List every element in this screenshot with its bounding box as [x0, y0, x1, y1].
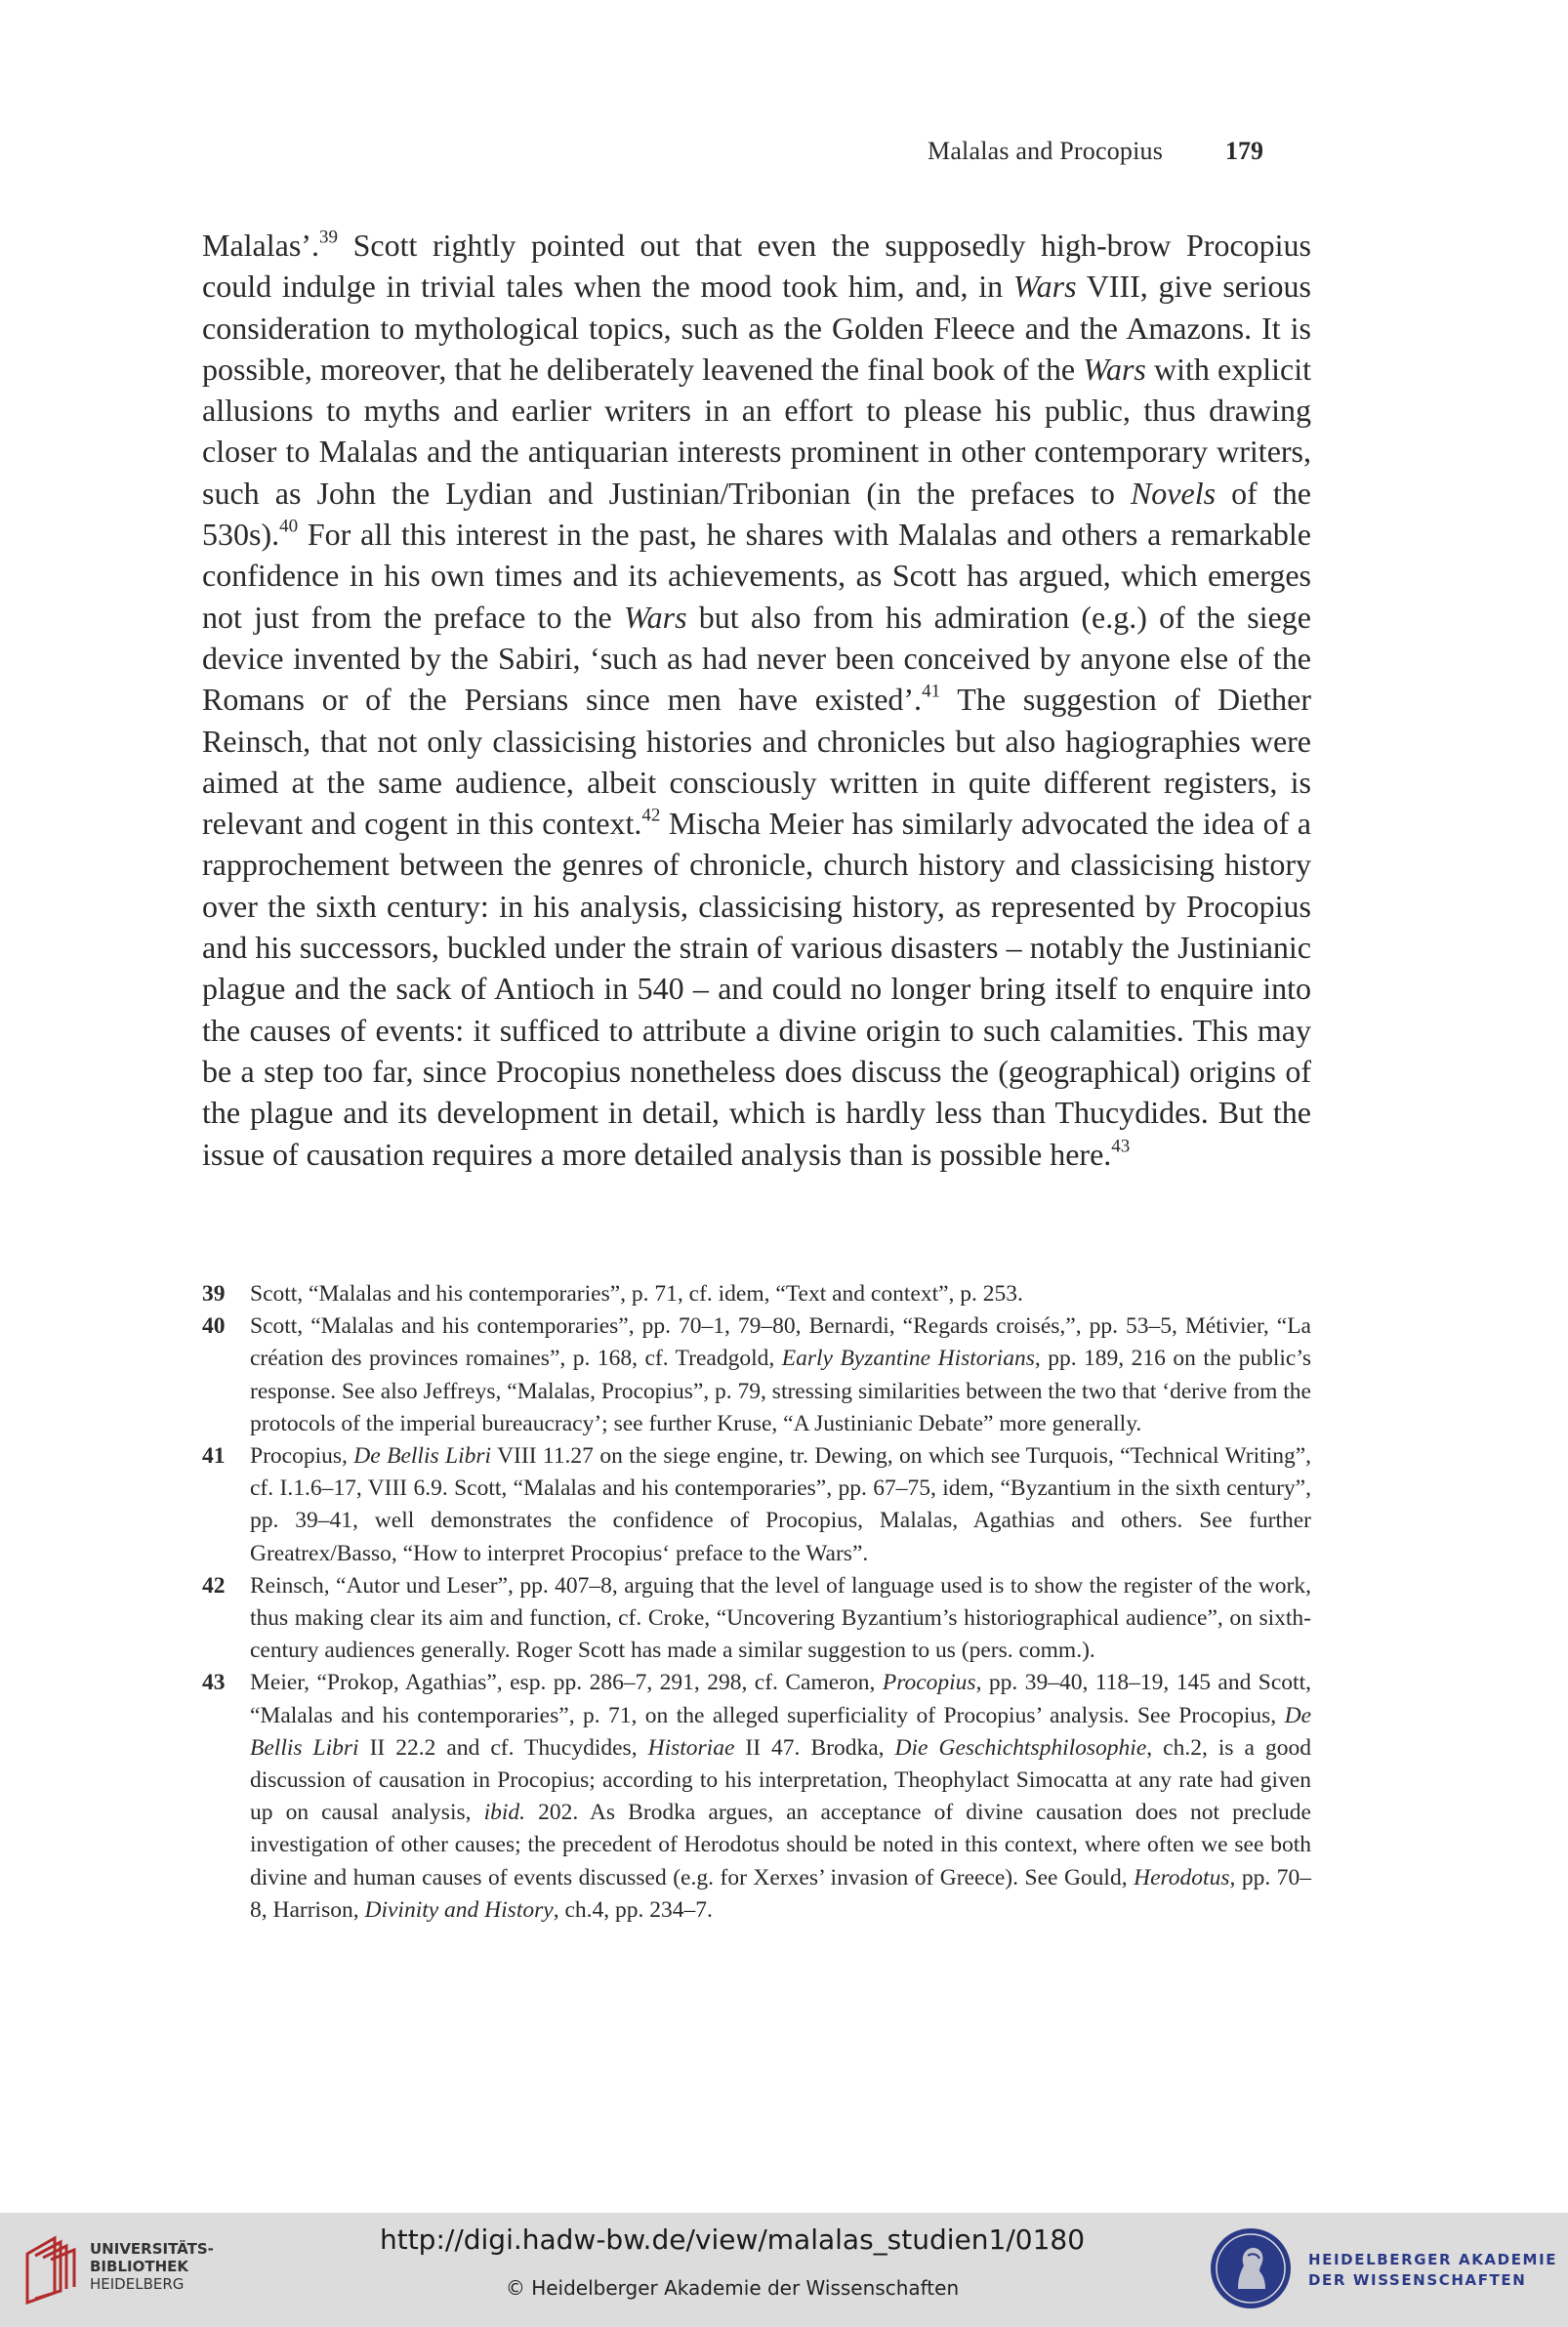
footnote-number: 39	[202, 1281, 226, 1307]
hadw-logo[interactable]	[1209, 2224, 1560, 2314]
footnote-42: 42 Reinsch, “Autor und Leser”, pp. 407–8, arguing that the level of language used is to show the register of the work, thus making clear its aim and function, cf. Croke, “Uncovering Byzantium’s historiographical audience”, on sixth-century audiences generally. Roger Scott has made a similar suggestion to us (pers. comm.).	[202, 1570, 1311, 1668]
footnote-number: 43	[202, 1670, 226, 1696]
footnote-ref-41[interactable]: 41	[922, 681, 941, 702]
running-head-title: Malalas and Procopius	[928, 137, 1164, 165]
footnote-41: 41 Procopius, De Bellis Libri VIII 11.27 on the siege engine, tr. Dewing, on which see Turquois, “Technical Writing”, cf. I.1.6–17, VIII 6.9. Scott, “Malalas and his contemporaries”, pp. 67–75, idem, “Byzantium in the sixth century”, pp. 39–41, well demonstrates the confidence of Procopius, Malalas, Agathias and others. See further Greatrex/Basso, “How to interpret Procopius‘ preface to the Wars”.	[202, 1440, 1311, 1570]
footnote-number: 40	[202, 1313, 226, 1340]
footnote-ref-39[interactable]: 39	[318, 227, 338, 248]
copyright-notice: © Heidelberger Akademie der Wissenschaften	[505, 2276, 960, 2300]
footnote-number: 41	[202, 1443, 226, 1470]
hadw-logo-text: HEIDELBERGER AKADEMIE DER WISSENSCHAFTEN	[1308, 2251, 1558, 2289]
main-paragraph: Malalas’.$^{39}$ Scott rightly pointed out that even the supposedly high-brow Procopius could indulge in trivial tales when the mood took him, and, in Wars VIII, give serious consideration to mythological topics, such as the Golden Fleece and the Amazons. It is possible, moreover, that he deliberately leavened the final book of the Wars with explicit allusions to myths and earlier writers in an effort to please his public, thus drawing closer to Malalas and the antiquarian interests prominent in other contemporary writers, such as John the Lydian and Justinian/Tribonian (in the prefaces to Novels of the 530s).$^{40}$ For all this interest in the past, he shares with Malalas and others a remarkable confidence in his own times and its achievements, as Scott has argued, which emerges not just from the preface to the Wars but also from his admiration (e.g.) of the siege device invented by the Sabiri, ‘such as had never been conceived by anyone else of the Romans or of the Persians since men have existed’.$^{41}$ The suggestion of Diether Reinsch, that not only classicising histories and chronicles but also hagiographies were aimed at the same audience, albeit consciously written in quite different registers, is relevant and cogent in this context.$^{42}$ Mischa Meier has similarly advocated the idea of a rapprochement between the genres of chronicle, church history and classicising history over the sixth century: in his analysis, classicising history, as represented by Procopius and his successors, buckled under the strain of various disasters – notably the Justinianic plague and the sack of Antioch in 540 – and could no longer bring itself to enquire into the causes of events: it sufficed to attribute a divine origin to such calamities. This may be a step too far, since Procopius nonetheless does discuss the (geographical) origins of the plague and its development in detail, which is hardly less than Thucydides. But the issue of causation requires a more detailed analysis than is possible here.$^{43}$	[202, 227, 1312, 1172]
footnote-ref-40[interactable]: 40	[279, 516, 299, 537]
footnote-ref-43[interactable]: 43	[1111, 1136, 1131, 1157]
digitization-footer	[0, 2213, 1568, 2327]
ub-logo-icon	[21, 2232, 84, 2305]
page-number: 179	[1225, 137, 1263, 165]
footnotes	[202, 1278, 1311, 1927]
academy-seal-icon	[1209, 2226, 1293, 2310]
footnote-39: 39 Scott, “Malalas and his contemporaries”, p. 71, cf. idem, “Text and context”, p. 253.	[202, 1278, 1311, 1310]
permalink-url[interactable]: http://digi.hadw-bw.de/view/malalas_studien1/0180	[379, 2223, 1086, 2256]
running-head	[928, 135, 1269, 168]
footnote-43: 43 Meier, “Prokop, Agathias”, esp. pp. 286–7, 291, 298, cf. Cameron, Procopius, pp. 39–40, 118–19, 145 and Scott, “Malalas and his contemporaries”, p. 71, on the alleged superficiality of Procopius’ analysis. See Procopius, De Bellis Libri II 22.2 and cf. Thucydides, Historiae II 47. Brodka, Die Geschichtsphilosophie, ch.2, is a good discussion of causation in Procopius; according to his interpretation, Theophylact Simocatta at any rate had given up on causal analysis, ibid. 202. As Brodka argues, an acceptance of divine causation does not preclude investigation of other causes; the precedent of Herodotus should be noted in this context, where often we see both divine and human causes of events discussed (e.g. for Xerxes’ invasion of Greece). See Gould, Herodotus, pp. 70–8, Harrison, Divinity and History, ch.4, pp. 234–7.	[202, 1667, 1311, 1927]
footnote-ref-42[interactable]: 42	[641, 805, 661, 826]
footnote-40: 40 Scott, “Malalas and his contemporaries”, pp. 70–1, 79–80, Bernardi, “Regards croisés,”, pp. 53–5, Métivier, “La création des provinces romaines”, p. 168, cf. Treadgold, Early Byzantine Historians, pp. 189, 216 on the public’s response. See also Jeffreys, “Malalas, Procopius”, p. 79, stressing similarities between the two that ‘derive from the protocols of the imperial bureaucracy’; see further Kruse, “A Justinianic Debate” more generally.	[202, 1310, 1311, 1440]
ub-heidelberg-logo[interactable]	[21, 2230, 217, 2308]
footnote-number: 42	[202, 1572, 226, 1599]
ub-logo-text: UNIVERSITÄTS- BIBLIOTHEK HEIDELBERG	[90, 2240, 214, 2293]
